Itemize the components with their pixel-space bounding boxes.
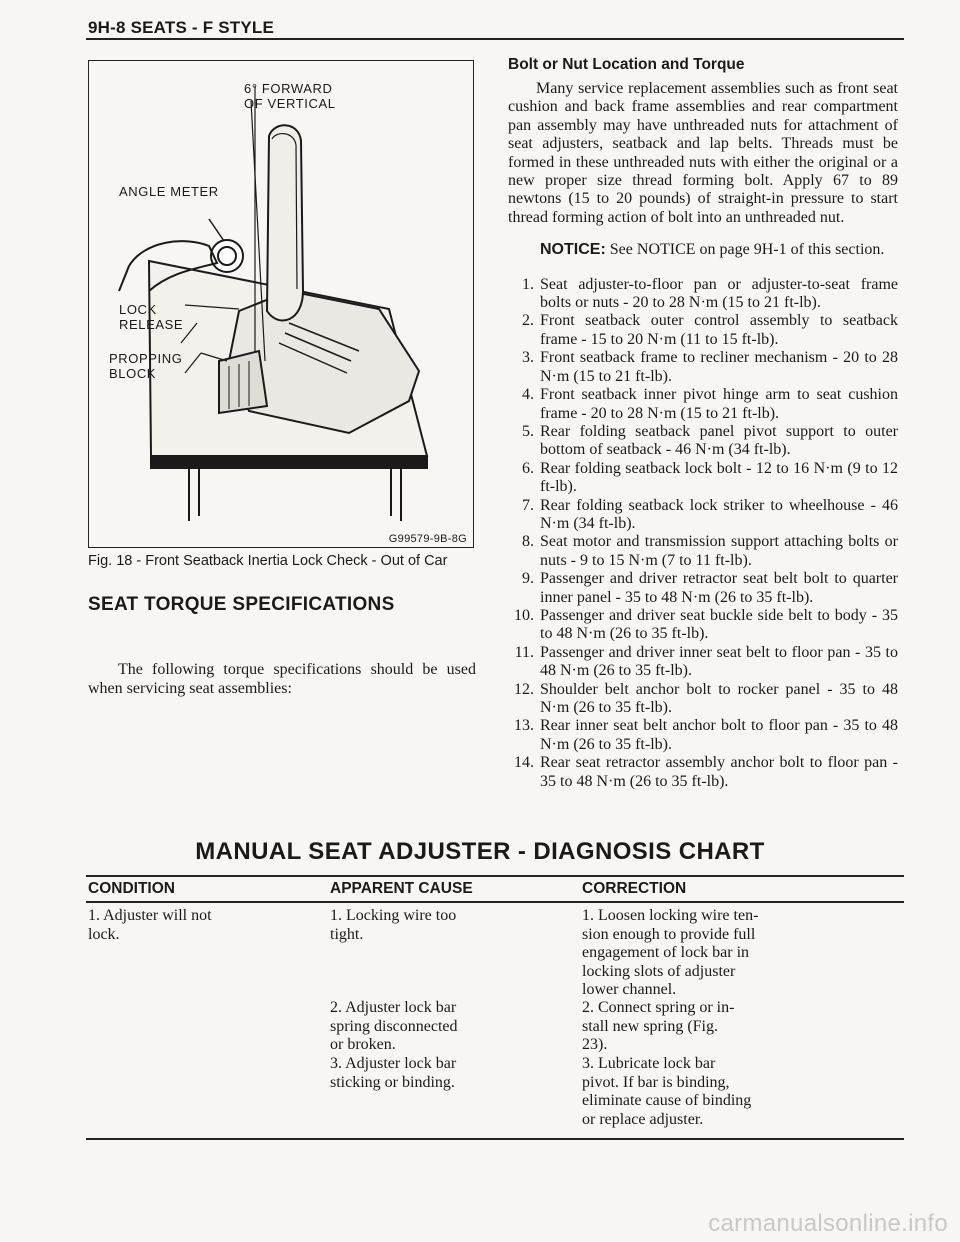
figure-18 xyxy=(88,60,474,548)
torque-spec-item xyxy=(508,533,898,570)
cause-cell-2: 2. Adjuster lock bar spring disconnected or broken. xyxy=(330,999,458,1054)
correction-cell-1: 1. Loosen locking wire ten- sion enough to provide full engagement of lock bar in locking slots of adjuster lower channel. xyxy=(582,907,759,999)
torque-spec-number: 13. xyxy=(514,717,534,735)
torque-spec-number: 12. xyxy=(514,680,534,698)
condition-cell: 1. Adjuster will not lock. xyxy=(88,907,212,943)
torque-spec-item xyxy=(508,423,898,460)
torque-spec-text: Front seatback frame to recliner mechanism - 20 to 28 N·m (15 to 21 ft-lb). xyxy=(540,349,898,385)
label-angle-meter: ANGLE METER xyxy=(119,184,219,199)
torque-spec-number: 2. xyxy=(522,312,534,330)
notice-text: See NOTICE on page 9H-1 of this section. xyxy=(605,241,885,259)
torque-spec-number: 4. xyxy=(522,386,534,404)
torque-spec-item xyxy=(508,497,898,534)
torque-spec-number: 3. xyxy=(522,349,534,367)
torque-spec-text: Rear folding seatback lock bolt - 12 to 16 N·m (9 to 12 ft-lb). xyxy=(540,459,898,496)
torque-spec-number: 1. xyxy=(522,275,534,293)
cause-cell-3: 3. Adjuster lock bar sticking or binding. xyxy=(330,1055,457,1091)
torque-spec-text: Passenger and driver seat buckle side belt to body - 35 to 48 N·m (26 to 35 ft-lb). xyxy=(540,606,898,643)
label-lock-release: LOCK RELEASE xyxy=(119,302,184,332)
notice-label: NOTICE: xyxy=(540,241,606,259)
page-header: 9H-8 SEATS - F STYLE xyxy=(88,18,274,37)
torque-spec-item xyxy=(508,607,898,644)
figure-caption: Fig. 18 - Front Seatback Inertia Lock Check - Out of Car xyxy=(88,553,448,569)
torque-spec-item xyxy=(508,276,898,313)
torque-spec-text: Front seatback outer control assembly to seatback frame - 15 to 20 N·m (11 to 15 ft-lb). xyxy=(540,312,898,348)
torque-spec-number: 10. xyxy=(514,606,534,624)
torque-spec-text: Rear folding seatback panel pivot support to outer bottom of seatback - 46 N·m (34 ft-lb). xyxy=(540,422,898,459)
torque-spec-item xyxy=(508,460,898,497)
cause-cell-1: 1. Locking wire too tight. xyxy=(330,907,457,943)
torque-spec-item xyxy=(508,312,898,349)
intro-paragraph: The following torque specifications should be used when servicing seat assemblies: xyxy=(88,661,476,697)
torque-spec-number: 9. xyxy=(522,570,534,588)
bolt-section-paragraph: Many service replacement assemblies such as front seat cushion and back frame assemblies and rear compartment pan assembly may have unthreaded nuts for attachment of seat adjusters, seatback and lap belts. Threads must be formed in these unthreaded nuts with either the original or a new proper size thread forming bolt. Apply 67 to 89 newtons (15 to 20 pounds) of straight-in pressure to start thread forming action of bolt into an unthreaded nut. xyxy=(508,80,898,226)
torque-spec-text: Seat adjuster-to-floor pan or adjuster-to-seat frame bolts or nuts - 20 to 28 N·m (15 to 21 ft-lb). xyxy=(540,275,898,312)
torque-spec-text: Passenger and driver retractor seat belt bolt to quarter inner panel - 35 to 48 N·m (26 to 35 ft-lb). xyxy=(540,570,898,606)
right-column xyxy=(508,56,898,791)
torque-spec-item xyxy=(508,717,898,754)
column-header-cause: APPARENT CAUSE xyxy=(330,880,473,897)
torque-spec-item xyxy=(508,754,898,791)
correction-cell-3: 3. Lubricate lock bar pivot. If bar is binding, eliminate cause of binding or replace adjuster. xyxy=(582,1055,752,1128)
table-header-rule xyxy=(86,901,904,903)
torque-spec-item xyxy=(508,644,898,681)
torque-spec-item xyxy=(508,570,898,607)
torque-spec-number: 14. xyxy=(514,754,534,772)
torque-spec-text: Seat motor and transmission support attaching bolts or nuts - 9 to 15 N·m (7 to 11 ft-lb). xyxy=(540,533,898,569)
torque-spec-text: Rear inner seat belt anchor bolt to floor pan - 35 to 48 N·m (26 to 35 ft-lb). xyxy=(540,717,898,753)
header-divider xyxy=(86,38,904,40)
correction-cell-2: 2. Connect spring or in- stall new spring (Fig. 23). xyxy=(582,999,735,1054)
torque-spec-text: Rear folding seatback lock striker to wheelhouse - 46 N·m (34 ft-lb). xyxy=(540,496,898,532)
torque-spec-number: 5. xyxy=(522,422,534,440)
label-forward-angle: 6° FORWARD OF VERTICAL xyxy=(244,81,336,111)
torque-spec-number: 7. xyxy=(522,496,534,514)
torque-spec-text: Shoulder belt anchor bolt to rocker panel - 35 to 48 N·m (26 to 35 ft-lb). xyxy=(540,680,898,716)
section-title-seat-torque: SEAT TORQUE SPECIFICATIONS xyxy=(88,594,395,615)
notice xyxy=(540,241,898,259)
torque-spec-item xyxy=(508,349,898,386)
torque-spec-number: 8. xyxy=(522,533,534,551)
torque-spec-text: Front seatback inner pivot hinge arm to seat cushion frame - 20 to 28 N·m (15 to 21 ft-lb). xyxy=(540,386,898,422)
torque-spec-number: 6. xyxy=(522,459,534,477)
torque-spec-item xyxy=(508,681,898,718)
torque-spec-number: 11. xyxy=(514,643,534,661)
figure-code: G99579-9B-8G xyxy=(388,533,467,545)
torque-spec-list xyxy=(508,276,898,791)
torque-spec-text: Rear seat retractor assembly anchor bolt to floor pan - 35 to 48 N·m (26 to 35 ft-lb). xyxy=(540,754,898,790)
torque-spec-item xyxy=(508,386,898,423)
label-propping-block: PROPPING BLOCK xyxy=(109,351,183,381)
table-top-rule xyxy=(86,875,904,877)
diagnosis-chart-title: MANUAL SEAT ADJUSTER - DIAGNOSIS CHART xyxy=(195,838,765,865)
table-bottom-rule xyxy=(86,1138,904,1140)
column-header-correction: CORRECTION xyxy=(582,880,687,897)
watermark: carmanualsonline.info xyxy=(708,1210,948,1237)
column-header-condition: CONDITION xyxy=(88,880,175,897)
torque-spec-text: Passenger and driver inner seat belt to floor pan - 35 to 48 N·m (26 to 35 ft-lb). xyxy=(540,643,898,680)
bolt-section-heading: Bolt or Nut Location and Torque xyxy=(508,56,745,73)
